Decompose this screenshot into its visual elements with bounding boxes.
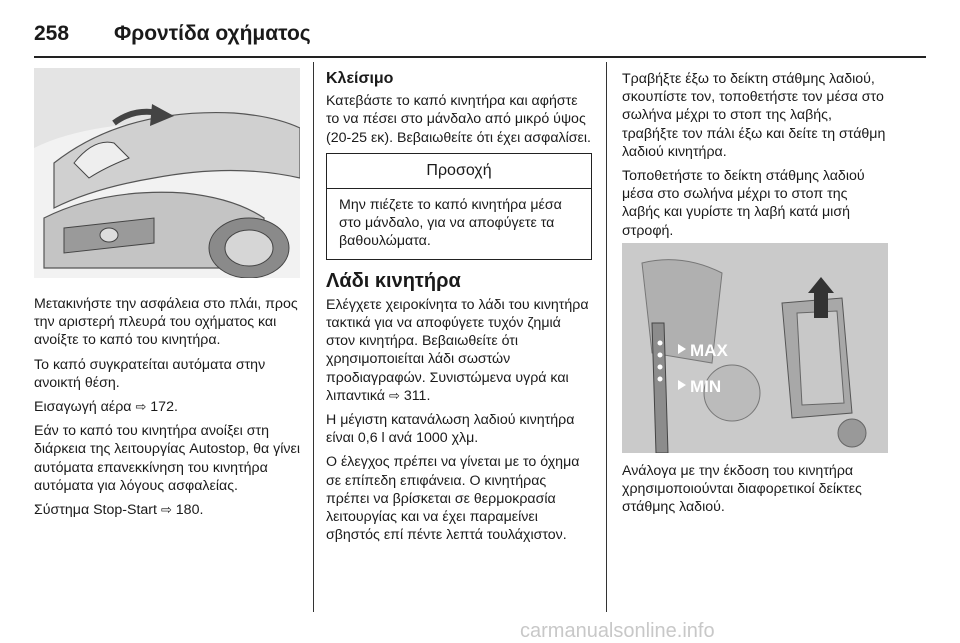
paragraph: Μετακινήστε την ασφάλεια στο πλάι, προς την αριστερή πλευρά του οχήματος και ανοίξτε το καπό του κινητήρα. [34, 296, 298, 349]
dipstick-illustration [622, 243, 888, 453]
section-heading-engine-oil: Λάδι κινητήρα [326, 269, 461, 292]
paragraph: Τοποθετήστε το δείκτη στάθμης λαδιού μέσα στο σωλήνα μέχρι το στοπ της λαβής και γυρίστε τη λαβή κατά μισή στροφή. [622, 168, 865, 239]
paragraph: Ανάλογα με την έκδοση του κινητήρα χρησιμοποιούνται διαφορετικοί δείκτες στάθμης λαδιού. [622, 463, 862, 516]
paragraph-text: Σύστημα Stop-Start [34, 502, 157, 519]
caution-title: Προσοχή [327, 154, 591, 189]
column-right-after-image [622, 462, 888, 523]
paragraph [34, 398, 300, 416]
paragraph: Τραβήξτε έξω το δείκτη στάθμης λαδιού, σκουπίστε τον, τοποθετήστε τον μέσα στο σωλήνα μέχρι το στοπ της λαβής, τραβήξτε τον πάλι έξω και δείτε τη στάθμη λαδιού κινητήρα. [622, 71, 886, 160]
paragraph-text: Εισαγωγή αέρα [34, 399, 132, 416]
car-hood-illustration [34, 68, 300, 278]
column-right [622, 70, 888, 246]
chapter-title: Φροντίδα οχήματος [114, 22, 311, 45]
column-divider-1 [313, 62, 314, 612]
page-number: 258 [34, 22, 70, 45]
page-reference: 311. [403, 387, 431, 404]
page-header [34, 22, 926, 62]
caution-text: Μην πιέζετε το καπό κινητήρα μέσα στο μάνδαλο, για να αποφύγετε τα βαθουλώματα. [339, 197, 562, 250]
paragraph-text: Ελέγχετε χειροκίνητα το λάδι του κινητήρα τακτικά για να αποφύγετε τυχόν ζημιά στον κινητήρα. Βεβαιωθείτε ότι χρησιμοποιείται λάδι σωστών προδιαγραφών. Συνιστώμενα υγρά και λιπαντικά [326, 296, 589, 404]
column-divider-2 [606, 62, 607, 612]
paragraph: Κατεβάστε το καπό κινητήρα και αφήστε το να πέσει στο μάνδαλο από μικρό ύψος (20-25 εκ). Βεβαιωθείτε ότι έχει ασφαλίσει. [326, 93, 591, 146]
page-reference: 172. [150, 399, 178, 416]
reference-arrow-icon: ⇨ [388, 387, 400, 403]
paragraph: Ο έλεγχος πρέπει να γίνεται με το όχημα σε επίπεδη επιφάνεια. Ο κινητήρας πρέπει να βρίσκεται σε θερμοκρασία λειτουργίας και να έχει παραμείνει σβηστός επί πέντε λεπτά τουλάχιστον. [326, 454, 580, 544]
reference-arrow-icon: ⇨ [135, 399, 147, 415]
dipstick-min-label: MIN [690, 377, 722, 396]
header-rule [34, 56, 926, 58]
paragraph: Η μέγιστη κατανάλωση λαδιού κινητήρα είναι 0,6 l ανά 1000 χλμ. [326, 412, 575, 447]
section-heading-closing: Κλείσιμο [326, 70, 394, 87]
column-left [34, 295, 300, 525]
column-middle [326, 70, 592, 550]
paragraph: Εάν το καπό του κινητήρα ανοίξει στη διάρκεια της λειτουργίας Autostop, θα γίνει αυτόματα επανεκκίνηση του κινητήρα αυτόματα για λόγους ασφαλείας. [34, 423, 300, 494]
paragraph: Το καπό συγκρατείται αυτόματα στην ανοικτή θέση. [34, 356, 266, 391]
dipstick-max-label: MAX [690, 341, 728, 360]
caution-box [326, 153, 592, 260]
reference-arrow-icon: ⇨ [160, 502, 172, 518]
page-reference: 180. [175, 502, 204, 519]
watermark: carmanualsonline.info [520, 620, 715, 642]
paragraph [326, 296, 592, 405]
paragraph [34, 501, 300, 519]
